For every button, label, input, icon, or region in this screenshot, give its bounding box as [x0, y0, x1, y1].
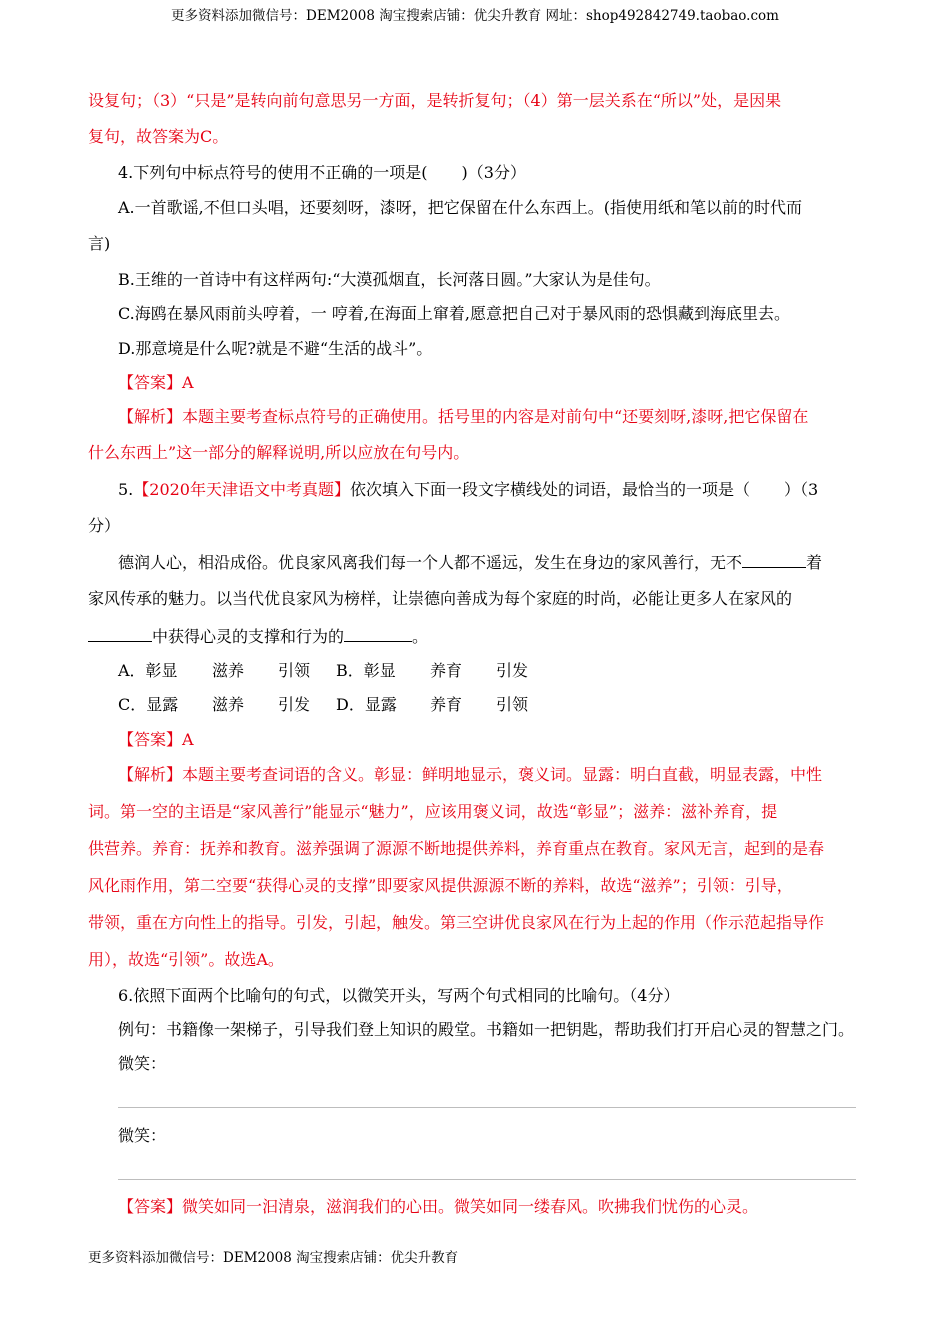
q5-passage-line-3: 中获得心灵的支撑和行为的 。 [88, 626, 428, 647]
q4-option-a: A.一首歌谣,不但口头唱，还要刻呀，漆呀，把它保留在什么东西上。(指使用纸和笔以前的时代而 [118, 198, 802, 217]
q5-passage-line-2: 家风传承的魅力。以当代优良家风为榜样，让崇德向善成为每个家庭的时尚，必能让更多人在家风的 [88, 589, 793, 608]
q4-option-b: B.王维的一首诗中有这样两句:“大漠孤烟直，长河落日圆。”大家认为是佳句。 [118, 270, 661, 289]
q5-analysis-line-4: 风化雨作用，第二空要“获得心灵的支撑”即要家风提供源源不断的养料，故选“滋养”；引领：引导， [88, 876, 793, 895]
q6-stem: 6.依照下面两个比喻句的句式，以微笑开头，写两个句式相同的比喻句。（4分） [118, 986, 680, 1005]
q5-analysis-line-6: 用），故选“引领”。故选A。 [88, 950, 284, 969]
q5-analysis-line-2: 词。第一空的主语是“家风善行”能显示“魅力”，应该用褒义词，故选“彰显”；滋养：滋补养育，提 [88, 802, 778, 821]
q4-stem: 4.下列句中标点符号的使用不正确的一项是( )（3分） [118, 163, 526, 182]
q4-option-d: D.那意境是什么呢?就是不避“生活的战斗”。 [118, 339, 433, 358]
q5-stem-cont: 分） [88, 516, 121, 535]
q5-analysis-line-3: 供营养。养育：抚养和教育。滋养强调了源源不断地提供养料，养育重点在教育。家风无言，起到的是春 [88, 839, 825, 858]
prev-analysis-line-2: 复句，故答案为C。 [88, 127, 229, 146]
q6-answer-line-1 [118, 1107, 856, 1108]
q6-answer-line-2 [118, 1179, 856, 1180]
q5-options-row-2: C．显露 滋养 引发 D．显露 养育 引领 [118, 695, 529, 714]
q6-example: 例句：书籍像一架梯子，引导我们登上知识的殿堂。书籍如一把钥匙，帮助我们打开启心灵的智慧之门。 [118, 1020, 855, 1039]
q6-answer: 【答案】微笑如同一汩清泉，滋润我们的心田。微笑如同一缕春风。吹拂我们忧伤的心灵。 [118, 1197, 759, 1216]
q5-analysis-line-1: 【解析】本题主要考查词语的含义。彰显：鲜明地显示，褒义词。显露：明白直截，明显表露，中性 [118, 765, 823, 784]
q5-blank-2 [88, 626, 152, 642]
q4-analysis-line-1: 【解析】本题主要考查标点符号的正确使用。括号里的内容是对前句中“还要刻呀,漆呀,把它保留在 [118, 407, 809, 426]
q5-passage-line-1: 德润人心，相沿成俗。优良家风离我们每一个人都不遥远，发生在身边的家风善行，无不 着 [118, 553, 823, 572]
q5-stem: 5.【2020年天津语文中考真题】依次填入下面一段文字横线处的词语，最恰当的一项是（ ）（3 [118, 480, 819, 499]
q5-options-row-1: A．彰显 滋养 引领 B．彰显 养育 引发 [118, 661, 529, 680]
page-footer: 更多资料添加微信号：DEM2008 淘宝搜索店铺：优尖升教育 [88, 1250, 459, 1266]
q4-option-c: C.海鸥在暴风雨前头哼着，一 哼着,在海面上窜着,愿意把自己对于暴风雨的恐惧藏到海底里去。 [118, 304, 791, 323]
q5-analysis-line-5: 带领，重在方向性上的指导。引发，引起，触发。第三空讲优良家风在行为上起的作用（作示范起指导作 [88, 913, 825, 932]
q5-blank-3 [344, 626, 412, 642]
q5-answer: 【答案】A [118, 730, 194, 749]
q4-option-a-cont: 言) [88, 234, 111, 253]
prev-analysis-line-1: 设复句；（3）“只是”是转向前句意思另一方面，是转折复句；（4）第一层关系在“所以”处，是因果 [88, 91, 782, 110]
q5-source-tag: 【2020年天津语文中考真题】 [133, 480, 350, 499]
q6-prompt-1: 微笑： [118, 1054, 167, 1073]
q4-analysis-line-2: 什么东西上”这一部分的解释说明,所以应放在句号内。 [88, 443, 470, 462]
q5-blank-1 [742, 552, 806, 568]
q4-answer: 【答案】A [118, 373, 194, 392]
q6-prompt-2: 微笑： [118, 1126, 167, 1145]
page-header: 更多资料添加微信号：DEM2008 淘宝搜索店铺：优尖升教育 网址：shop492842749.taobao.com [171, 8, 779, 24]
